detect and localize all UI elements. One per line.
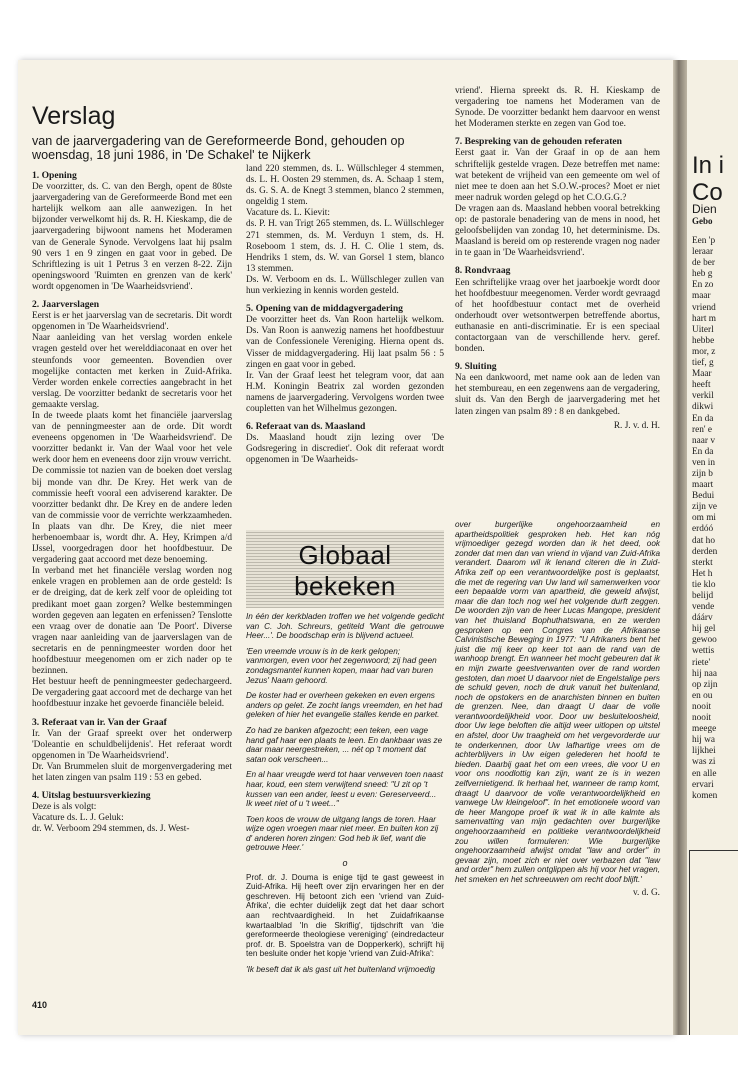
paragraph: ds. P. H. van Trigt 265 stemmen, ds. L. Wüllschleger 271 stemmen, ds. M. Verduyn 1 stem, ds. H. Roseboom 1 stem, ds. J. H. C. Olie 1 stem, ds. Hendriks 1 stem, ds. W. van Gorsel 1 stem, blanco 13 stemmen. — [246, 219, 444, 274]
next-page-line: hij wa — [692, 735, 715, 746]
next-page-line: gewoo — [692, 635, 717, 646]
next-page-line: de ber — [692, 258, 715, 269]
paragraph: Het bestuur heeft de penningmeester gedechargeerd. De vergadering gaat accoord met de decharge van het hoofdbestuur inzake het gevoerde financiële beleid. — [32, 677, 232, 710]
column-1 — [32, 164, 232, 835]
next-page-line: hij naa — [692, 668, 718, 679]
next-page-line: ervari — [692, 779, 714, 790]
next-page-line: heb g — [692, 269, 713, 280]
page-gutter — [673, 60, 687, 1035]
paragraph: Een schriftelijke vraag over het jaarboekje wordt door het hoofdbestuur meegenomen. Verder wordt gevraagd of het hoofdbestuur contact met de overheid onderhoudt over wetsontwerpen betreffende abortus, euthanasie en anti-discriminatie. Er is een speciaal contactorgaan van de verschillende herv. geref. bonden. — [455, 277, 660, 355]
next-page-line: lijkhei — [692, 746, 716, 757]
next-page-line: vende — [692, 602, 715, 613]
paragraph: In de tweede plaats komt het financiële jaarverslag van de penningmeester aan de orde. Dit wordt eveneens opgenomen in 'De Waarheidsvriend'. De voorzitter bedankt ir. Van der Waal voor het vele werk door hem en eveneens door zijn vrouw verricht. — [32, 410, 232, 466]
next-page-line: en ou — [692, 690, 713, 701]
next-page-text — [692, 236, 738, 802]
globaal-bekeken-section — [246, 612, 444, 981]
next-page-line: Een 'p — [692, 236, 716, 246]
next-page-line: erdóó — [692, 524, 714, 535]
next-page-line: heeft — [692, 380, 711, 391]
poem-stanza: En al haar vreugde werd tot haar verweven toen naast haar, koud, een stem verwijtend sneed: "U zit op 't kussen van een ander, leest u even: Gereserveerd... Ik weet niet of u 't weet..." — [246, 770, 444, 809]
next-page-title — [692, 152, 724, 206]
next-page-line: nooit — [692, 713, 712, 724]
section-heading: 2. Jaarverslagen — [32, 299, 100, 311]
paragraph: De commissie tot nazien van de boeken doet verslag bij monde van dhr. De Krey. Het werk van de commissie heeft vooral een adviserend karakter. De voorzitter bedankt dhr. De Krey en de andere leden van de commissie voor de verrichte werkzaamheden. In plaats van dhr. De Krey, die niet meer herbenoembaar is, wordt dhr. A. Hey, Krimpen a/d IJssel, voorgedragen door het hoofdbestuur. De vergadering gaat accoord met deze benoeming. — [32, 466, 232, 566]
section-heading: 9. Sluiting — [455, 361, 497, 373]
paragraph: Na een dankwoord, met name ook aan de leden van het stembureau, en een zegenwens aan de vergadering, sluit ds. Van den Bergh de jaarvergadering met het laten zingen van psalm 89 : 8 en dankgebed. — [455, 373, 660, 417]
next-page-line: belijd — [692, 591, 714, 601]
paragraph: vriend'. Hierna spreekt ds. R. H. Kieskamp de vergadering toe namens het Moderamen van de Synode. De voorzitter bedankt hem daarvoor en wenst het Moderamen sterkte en zegen van God toe. — [455, 86, 660, 130]
section-heading: 3. Referaat van ir. Van der Graaf — [32, 716, 167, 728]
article-signature: R. J. v. d. H. — [613, 420, 660, 431]
poem-stanza: Zo had ze banken afgezocht; een teken, een vage hand gaf haar een plaats te leen. En dankbaar was ze daar maar neergestreken, ... nét op 't moment dat satan ook verscheen... — [246, 725, 443, 764]
article-subtitle: van de jaarvergadering van de Gereformeerde Bond, gehouden op woensdag, 18 juni 1986, in 'De Schakel' te Nijkerk — [32, 134, 405, 162]
article-title: Verslag — [32, 102, 116, 130]
quote-signature: v. d. G. — [632, 887, 660, 898]
section-heading: 8. Rondvraag — [455, 265, 511, 277]
next-page-line: ren' e — [692, 424, 712, 435]
poem-stanza: 'Een vreemde vrouw is in de kerk gelopen; vanmorgen, even voor het zegenwoord; zij had geen zondagsmantel kunnen kopen, maar had van buren Jezus' Naam gehoord. — [246, 646, 437, 685]
next-page-line: En da — [692, 446, 714, 457]
page-number: 410 — [32, 1000, 48, 1010]
next-page-line: zijn ve — [692, 502, 718, 513]
poem — [246, 647, 444, 853]
next-page-line: komen — [692, 790, 718, 801]
paragraph: land 220 stemmen, ds. L. Wüllschleger 4 stemmen, ds. L. H. Oosten 29 stemmen, ds. A. Schaap 1 stem, ds. G. S. A. de Knegt 3 stemmen, blanco 2 stemmen, ongeldig 1 stem. — [246, 164, 444, 208]
next-page-line: tief, g — [692, 358, 714, 369]
next-page-line: was zi — [692, 757, 716, 768]
next-page-line: Bedui — [692, 491, 715, 502]
next-title-line: In i — [692, 152, 725, 179]
next-title-line: Co — [692, 179, 723, 206]
mangope-quote: over burgerlijke ongehoorzaamheid en apartheidspolitiek gesproken heb. Het kan nóg vrijmoediger gezegd worden dan ik het deed, ook zonder dat men dan van vriend in vijand van Zuid-Afrika verandert. Daarom wil ik lenand citeren die in Zuid-Afrika zelf op een verantwoordelijke post is geplaatst, die met de regering van Uw land wil samenwerken voor een bepaalde vorm van apartheid, die geweld afwijst, maar die dan toch nog wel het volgende durft zeggen. De woorden zijn van de heer Lucas Mangope, president van het thuisland Bophuthatswana, en ze werden gesproken op een Congres van de Afrikaanse Calvinistische Beweging in 1977: "U Afrikaners bent het juist die mij keer op keer tot aan de rand van de wanhoop brengt. En wanneer het mocht gebeuren dat ik en mijn zwarte geestverwanten over de rand worden gestoten, dan moet U daarvoor niet de Engelstalige pers de schuld geven, noch de druk vanuit het buitenland, noch de opstokers en de anarchisten binnen en buiten de grenzen. Nee, dan draagt U daar de volle verantwoordelijkheid voor. Door uw besluiteloosheid, door Uw lege beloften die altijd weer uitlopen op uitstel en afstel, door Uw traagheid om het vergevorderde uur te onderkennen, door Uw lafhartige vrees om de achterblijvers in Uw eigen gelederen het hoofd te bieden. Daarbij gaat het om een vrees, die voor U en voor ons noodlottig kan zijn, want ze is in wezen zelfvernietigend. Ik herhaal het, wanneer de ramp komt, draagt U daarvoor de volle verantwoordelijkheid en vanwege Uw kleingeloof". In het emotionele woord van de heer Mangope proef ik wat ik in alle kalmte als samenvatting van mijn gedachten over burgerlijke ongehoorzaamheid en politieke verantwoordelijkheid zou willen formuleren: Wie burgerlijke ongehoorzaamheid afwijst omdat "law and order" in gevaar zijn, moet zich er niet over verbazen dat "law and order" hem zullen ontglippen als hij voor het vragen, het smeken en het schreeuwen om recht doof blijft.' — [455, 520, 660, 884]
next-page-line: leraar — [692, 247, 714, 258]
next-page-edge — [687, 60, 738, 1035]
next-page-line: naar v — [692, 435, 715, 446]
next-page-line: ven in — [692, 457, 715, 468]
glob-intro: In één der kerkbladen troffen we het volgende gedicht van C. Joh. Schreurs, getiteld 'Want die getrouwe Heer...'. De boodschap erin is blijvend actueel. — [246, 612, 444, 641]
paragraph: Ds. W. Verboom en ds. L. Wüllschleger zullen van hun verkiezing in kennis worden gesteld. — [246, 274, 444, 297]
section-heading: 7. Bespreking van de gehouden referaten — [455, 136, 623, 148]
section-heading: 4. Uitslag bestuursverkiezing — [32, 790, 151, 802]
next-page-subtitle: Dien — [692, 202, 717, 216]
column-2 — [246, 164, 444, 466]
next-page-line: dáárv — [692, 613, 713, 624]
poem-stanza: Toen koos de vrouw de uitgang langs de toren. Haar wijze ogen vroegen maar niet meer. En buiten kon zij d' anderen horen zingen: God heb ik lief, want die getrouwe Heer.' — [246, 814, 439, 853]
next-page-line: zijn b — [692, 468, 713, 479]
next-page-line: Het h — [692, 568, 713, 579]
next-page-line: tie klo — [692, 579, 716, 590]
paragraph: In verband met het financiële verslag worden nog enkele vragen en problemen aan de orde gesteld: Is er de dreiging, dat de kerk zelf voor de opleiding tot predikant moet gaan zorgen? Welke bestemmingen worden gegeven aan legaten en erfenissen? Tenslotte een vraag over de donatie aan 'De Poort'. Diverse vragen naar aanleiding van de jaarverslagen van de secretaris en de penningmeester worden door het hoofdbestuur meegenomen om er zich nader op te bezinnen. — [32, 566, 232, 677]
next-page-box — [689, 850, 738, 1035]
next-page-line: hart m — [692, 313, 717, 324]
next-page-line: maart — [692, 480, 714, 491]
column-3-quote — [455, 520, 660, 898]
next-page-line: hebbe — [692, 335, 715, 346]
next-page-line: En zo — [692, 280, 714, 291]
next-page-line: Uiterl — [692, 324, 714, 335]
paragraph: dr. W. Verboom 294 stemmen, ds. J. West- — [32, 824, 190, 835]
next-page-line: meege — [692, 724, 717, 735]
paragraph: De vragen aan ds. Maasland hebben vooral betrekking op: de pastorale benadering van de mens in nood, het geloofsbelijden van zondag 10, het determinisme. Ds. Maasland is bereid om op resterende vragen nog nader in te gaan in 'De Waarheidsvriend'. — [455, 203, 660, 259]
poem-stanza: De koster had er overheen gekeken en even ergens anders op gelet. Ze zocht langs vreemden, en het had geleken of hier het evangelie stalles kende en parket. — [246, 691, 443, 720]
next-page-line: maar — [692, 291, 711, 302]
next-page-line: hij gel — [692, 624, 716, 635]
next-page-line: dikwi — [692, 402, 714, 413]
column-3 — [455, 86, 660, 432]
separator-circle: o — [342, 858, 348, 869]
paragraph: Ir. Van der Graaf leest het telegram voor, dat aan H.M. Koningin Beatrix zal worden gezonden namens de jaarvergadering. Vervolgens worden twee coupletten van het Wilhelmus gezongen. — [246, 370, 444, 414]
next-page-line: om mi — [692, 513, 717, 524]
next-page-line: nooit — [692, 701, 712, 712]
next-page-line: riete' — [692, 657, 711, 668]
next-page-line: en alle — [692, 768, 717, 779]
next-page-line: Maar — [692, 369, 712, 380]
next-page-subheading: Gebo — [692, 216, 713, 226]
paragraph: Eerst is er het jaarverslag van de secretaris. Dit wordt opgenomen in 'De Waarheidsvriend'. — [32, 311, 232, 333]
section-heading: 1. Opening — [32, 170, 77, 181]
paragraph: Naar aanleiding van het verslag worden enkele vragen gesteld over het werelddiaconaat en over het steunfonds voor gemeenten. Bovendien over mogelijke contacten met kerken in Zuid-Afrika. Verder worden enkele correcties aangebracht in het verslag. De voorzitter bedankt de secretaris voor het gemaakte verslag. — [32, 333, 232, 410]
douma-quote-start: 'Ik beseft dat ik als gast uit het buitenland vrijmoedig — [246, 965, 436, 974]
next-page-line: sterkt — [692, 557, 713, 568]
paragraph: Dr. Van Brummelen sluit de morgenvergadering met het laten zingen van psalm 119 : 53 en gebed. — [32, 761, 232, 783]
paragraph: De voorzitter, ds. C. van den Bergh, opent de 80ste jaarvergadering van de Gereformeerde Bond met een hartelijk welkom aan alle aanwezigen. In het bijzonder verwelkomt hij ds. R. H. Kieskamp, die de jaarvergadering bijwoont namens het Moderamen van de Generale Synode. Vervolgens laat hij psalm 90 vers 1 en 9 zingen en gaat voor in gebed. De Schriftlezing is uit 1 Petrus 3 en verzen 8-22. Zijn openingswoord 'Ruimten en grenzen van de kerk' wordt opgenomen in 'De Waarheidsvriend'. — [32, 182, 232, 292]
paragraph: Vacature ds. L. Kievit: — [246, 208, 330, 219]
next-page-line: dat ho — [692, 535, 715, 546]
paragraph: Eerst gaat ir. Van der Graaf in op de aan hem schriftelijk gestelde vragen. Deze betreffen met name: wat betekent de vrijheid van een gemeente om wel of niet mee te doen aan het S.O.W.-proces? Moet er niet meer nadruk worden gelegd op het C.O.G.G.? — [455, 148, 660, 203]
next-page-line: op zijn — [692, 679, 718, 690]
paragraph: De voorzitter heet ds. Van Roon hartelijk welkom. Ds. Van Roon is aanwezig namens het hoofdbestuur van de Confessionele Vereniging. Hierna opent ds. Visser de middagvergadering. Hij laat psalm 56 : 5 zingen en gaat voor in gebed. — [246, 315, 444, 370]
douma-paragraph: Prof. dr. J. Douma is enige tijd te gast geweest in Zuid-Afrika. Hij heeft over zijn ervaringen her en der geschreven. Hij betoont zich een 'vriend van Zuid-Afrika', die echter duidelijk zegt dat het daar schort aan rechtvaardigheid. In het Zuidafrikaanse kwartaalblad 'In die Skriflig', tijdschrift van 'die gereformeerde theologiese vereniging' (eindredacteur prof. dr. B. Spoelstra van de Dopperkerk), schrijft hij ten besluite onder het kopje 'vriend van Zuid-Afrika': — [246, 872, 444, 959]
section-heading: 6. Referaat van ds. Maasland — [246, 421, 366, 433]
next-page-line: verkil — [692, 391, 714, 402]
paragraph: Deze is als volgt: — [32, 802, 97, 813]
paragraph: Vacature ds. L. J. Geluk: — [32, 813, 124, 824]
paragraph: Ds. Maasland houdt zijn lezing over 'De Godsregering in discrediet'. Ook dit referaat wordt opgenomen in 'De Waarheids- — [246, 433, 444, 466]
next-page-line: derden — [692, 546, 718, 557]
globaal-bekeken-banner — [246, 530, 444, 608]
next-page-line: mor, z — [692, 346, 716, 357]
globaal-bekeken-title: Globaal bekeken — [294, 540, 396, 601]
next-page-line: En da — [692, 413, 714, 424]
next-page-line: vriend — [692, 302, 716, 313]
section-heading: 5. Opening van de middagvergadering — [246, 303, 403, 315]
paragraph: Ir. Van der Graaf spreekt over het onderwerp 'Doleantie en schuldbelijdenis'. Het referaat wordt opgenomen in 'De Waarheidsvriend'. — [32, 728, 232, 761]
next-page-line: wettis — [692, 646, 715, 657]
